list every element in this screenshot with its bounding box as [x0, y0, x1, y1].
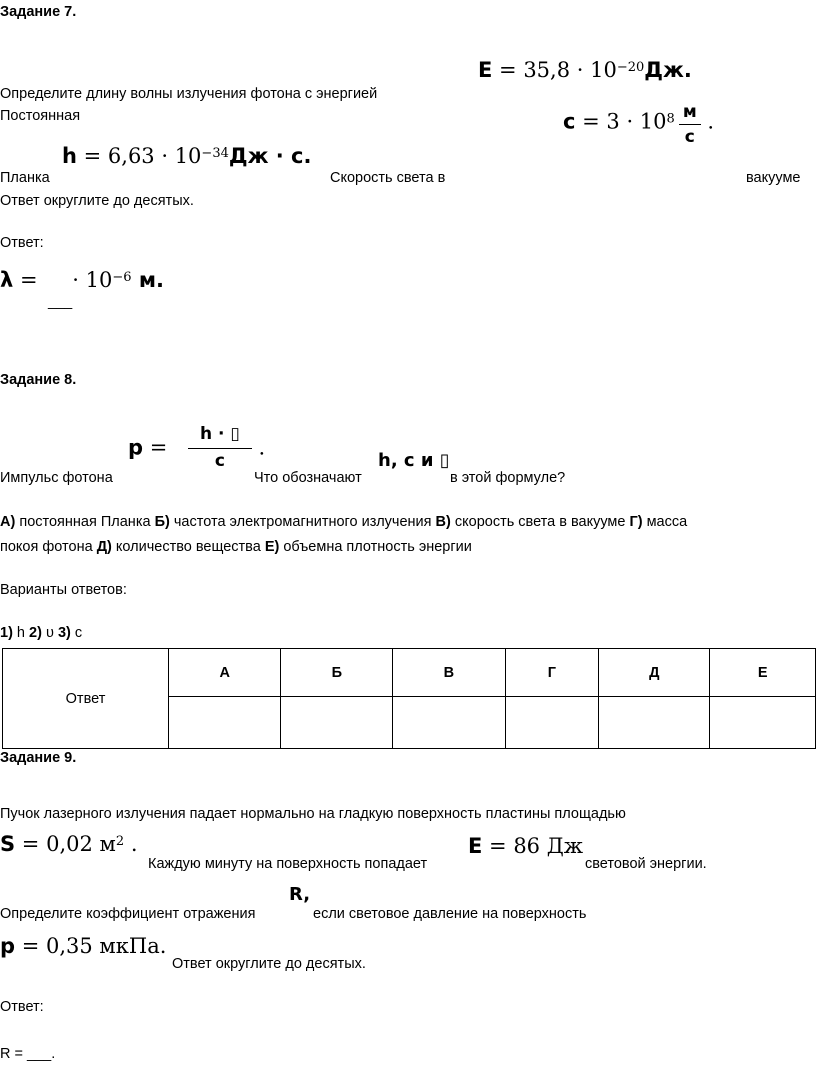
task7-round-instruction: Ответ округлите до десятых. — [0, 193, 194, 209]
answer-row-label: Ответ — [3, 649, 169, 749]
task8-title: Задание 8. — [0, 372, 77, 388]
task8-impulse-text: Импульс фотона — [0, 470, 113, 486]
table-header-cell: В — [393, 649, 505, 697]
task7-question-line1: Определите длину волны излучения фотона с энергией — [0, 86, 378, 102]
task9-each-minute-text: Каждую минуту на поверхность попадает — [148, 856, 428, 872]
task8-what-mean-text: Что обозначают — [254, 470, 362, 486]
task7-energy-formula: $E = 35,8 \cdot 10^{-20}Дж$. — [478, 58, 692, 82]
task9-R-answer[interactable]: R = ___. — [0, 1046, 56, 1062]
task8-options-line2: покоя фотона Д) количество вещества Е) объемна плотность энергии — [0, 539, 472, 555]
task7-answer-label: Ответ: — [0, 235, 44, 251]
task9-pressure-text: если световое давление на поверхность — [313, 906, 587, 922]
task7-answer-blank[interactable]: ___ — [48, 294, 73, 310]
table-header-cell: Д — [599, 649, 710, 697]
task9-determine-text: Определите коэффициент отражения — [0, 906, 256, 922]
task8-variants-list: 1) h 2) υ 3) c — [0, 625, 83, 641]
table-header-cell: А — [169, 649, 281, 697]
task9-energy-formula: E = 86 Дж — [468, 834, 584, 858]
task9-answer-label: Ответ: — [0, 999, 44, 1015]
task8-momentum-formula: p = $\frac{h \cdot ▯}{c}$ . — [128, 424, 266, 471]
answer-cell[interactable] — [710, 697, 816, 749]
answer-cell[interactable] — [599, 697, 710, 749]
task8-answer-table — [2, 648, 816, 749]
answer-cell[interactable] — [169, 697, 281, 749]
task9-R-symbol: R, — [289, 884, 311, 905]
table-header-cell: Е — [710, 649, 816, 697]
task7-question-line2: Постоянная — [0, 108, 81, 124]
task7-speed-formula: $c = 3 \cdot 10^8$ $\frac{м}{с}$ . — [563, 102, 715, 147]
answer-cell[interactable] — [393, 697, 505, 749]
task7-vacuum-word: вакууме — [746, 170, 801, 186]
task7-speed-text: Скорость света в — [330, 170, 446, 186]
task9-title: Задание 9. — [0, 750, 77, 766]
task8-in-formula-text: в этой формуле? — [450, 470, 566, 486]
answer-cell[interactable] — [281, 697, 393, 749]
table-header-cell: Б — [281, 649, 393, 697]
task8-options-line1: А) постоянная Планка Б) частота электромагнитного излучения В) скорость света в вакууме Г) масса — [0, 514, 688, 530]
task9-round-instruction: Ответ округлите до десятых. — [172, 956, 366, 972]
task7-planck-word: Планка — [0, 170, 50, 186]
answer-cell[interactable] — [505, 697, 599, 749]
table-header-cell: Г — [505, 649, 599, 697]
task8-variants-label: Варианты ответов: — [0, 582, 127, 598]
task9-area-formula: S = 0,02 $м^2$ . — [0, 832, 138, 856]
task7-lambda-formula: λ = · $10^{-6}$ м. — [0, 268, 164, 292]
task9-pressure-formula: p = 0,35 мкПа. — [0, 934, 167, 958]
task7-planck-formula: $h = 6,63 \cdot 10^{-34}Дж \cdot с$. — [62, 144, 312, 168]
task8-symbols: h, c и ▯ — [378, 450, 450, 471]
task7-title: Задание 7. — [0, 4, 77, 20]
task9-question-line1: Пучок лазерного излучения падает нормально на гладкую поверхность пластины площадью — [0, 806, 626, 822]
task9-light-energy-text: световой энергии. — [585, 856, 707, 872]
